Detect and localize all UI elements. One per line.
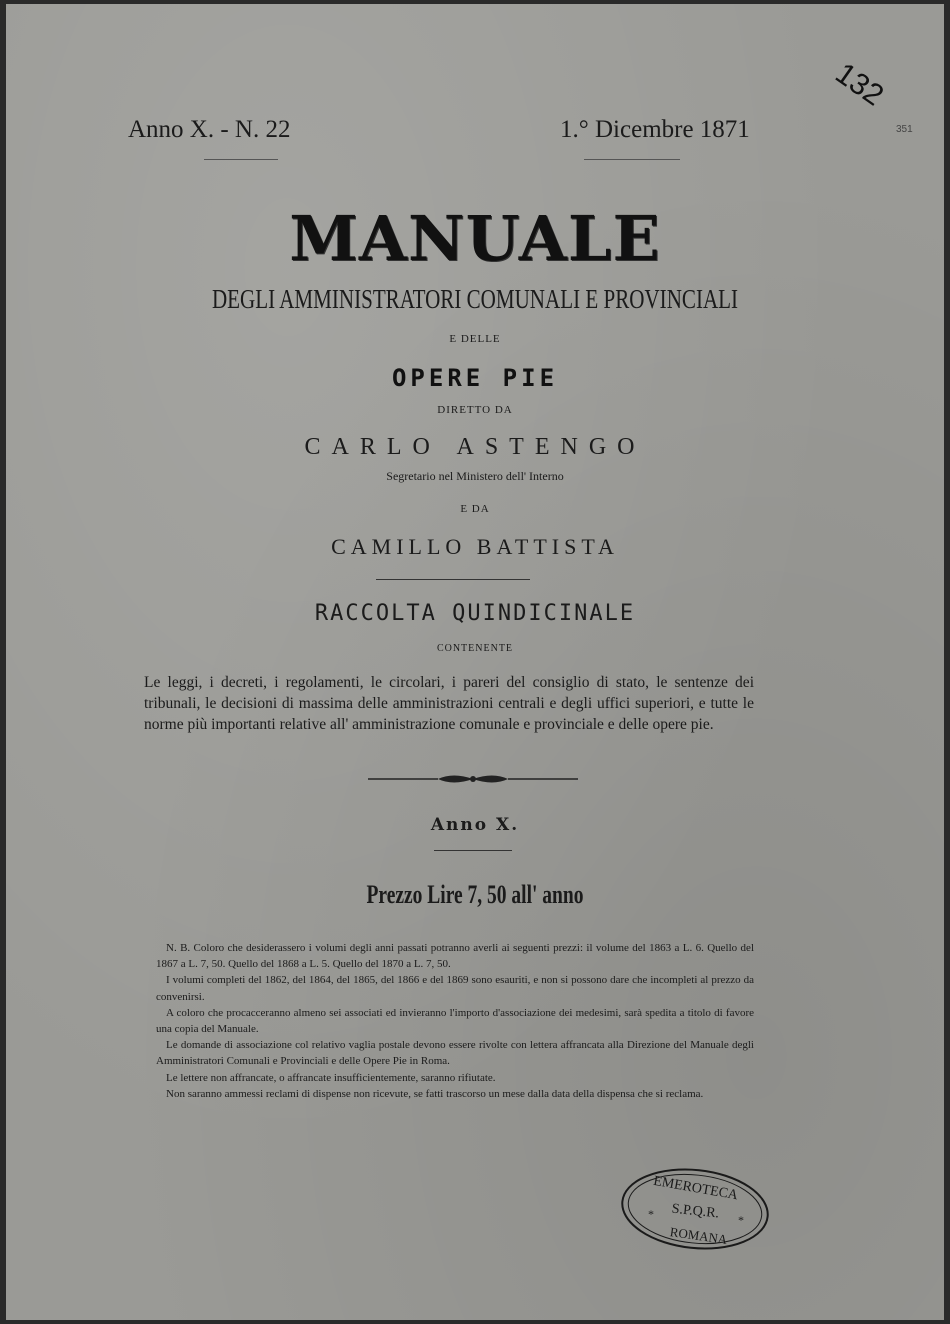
contents-description: Le leggi, i decreti, i regolamenti, le circolari, i pareri del consiglio di stato, le sentenze dei tribunali, le decisioni di massima delle amministrazioni centrali e degli uffici superiori, e tutte le norme più importanti relative all' amministrazione comunale e provinciale e delle opere pie. <box>144 674 754 733</box>
note-paragraph: I volumi completi del 1862, del 1864, del 1865, del 1866 e del 1869 sono esauriti, e non si possono dare che incompleti al prezzo da convenirsi. <box>156 974 754 1003</box>
subscription-price: Prezzo Lire 7, 50 all' anno <box>366 880 584 909</box>
note-paragraph: A coloro che procacceranno almeno sei associati ed invieranno l'importo d'associazione dei medesimi, sarà spedita a titolo di favore una copia del Manuale. <box>156 1006 754 1036</box>
stamp-middle-text: S.P.Q.R. <box>670 1201 720 1222</box>
editor-name-astengo: CARLO ASTENGO <box>304 434 646 460</box>
publication-subtitle: DEGLI AMMINISTRATORI COMUNALI E PROVINCIALI <box>211 284 739 314</box>
header-rule-right <box>584 159 680 160</box>
raccolta-heading: RACCOLTA QUINDICINALE <box>314 601 636 626</box>
volume-year: Anno X. <box>430 815 520 835</box>
page-number: 132 <box>829 56 890 113</box>
editor-name-battista: CAMILLO BATTISTA <box>331 534 619 559</box>
editor-role: Segretario nel Ministero dell' Interno <box>386 469 564 483</box>
svg-text:*: * <box>738 1213 744 1227</box>
svg-text:*: * <box>648 1207 654 1221</box>
issue-number: Anno X. - N. 22 <box>128 116 291 143</box>
e-da-label: E DA <box>460 503 490 515</box>
ornament-divider <box>368 772 578 786</box>
issue-date: 1.° Dicembre 1871 <box>560 116 750 143</box>
stamp-top-text: EMEROTECA <box>652 1173 740 1204</box>
publication-title: MANUALE <box>289 202 661 275</box>
note-paragraph: Le domande di associazione col relativo vaglia postale devono essere rivolte con lettera affrancata alla Direzione del Manuale degli Amministratori Comunali e Provinciali e delle Opere Pie in Roma. <box>156 1039 754 1068</box>
section-divider <box>376 579 530 580</box>
library-stamp <box>618 1166 773 1252</box>
opere-pie-heading: OPERE PIE <box>391 364 559 392</box>
e-delle-label: E DELLE <box>449 333 501 345</box>
note-paragraph: Non saranno ammessi reclami di dispense non ricevute, se fatti trascorso un mese dalla data della dispensa che si reclama. <box>166 1087 704 1100</box>
page-number-small: 351 <box>896 124 913 135</box>
diretto-da-label: DIRETTO DA <box>437 404 513 416</box>
stamp-bottom-text: ROMANA <box>668 1224 729 1247</box>
anno-rule <box>434 850 512 851</box>
note-paragraph: N. B. Coloro che desiderassero i volumi degli anni passati potranno averli ai seguenti prezzi: il volume del 1863 a L. 6. Quello del 1867 a L. 7, 50. Quello del 1868 a L. 5. Quello del 1870 a L. 7, 50. <box>156 942 754 971</box>
notes-section <box>156 940 754 1102</box>
document-page <box>6 4 944 1320</box>
contenente-label: CONTENENTE <box>436 643 514 654</box>
note-paragraph: Le lettere non affrancate, o affrancate insufficientemente, saranno rifiutate. <box>166 1071 496 1084</box>
header-rule-left <box>204 159 278 160</box>
